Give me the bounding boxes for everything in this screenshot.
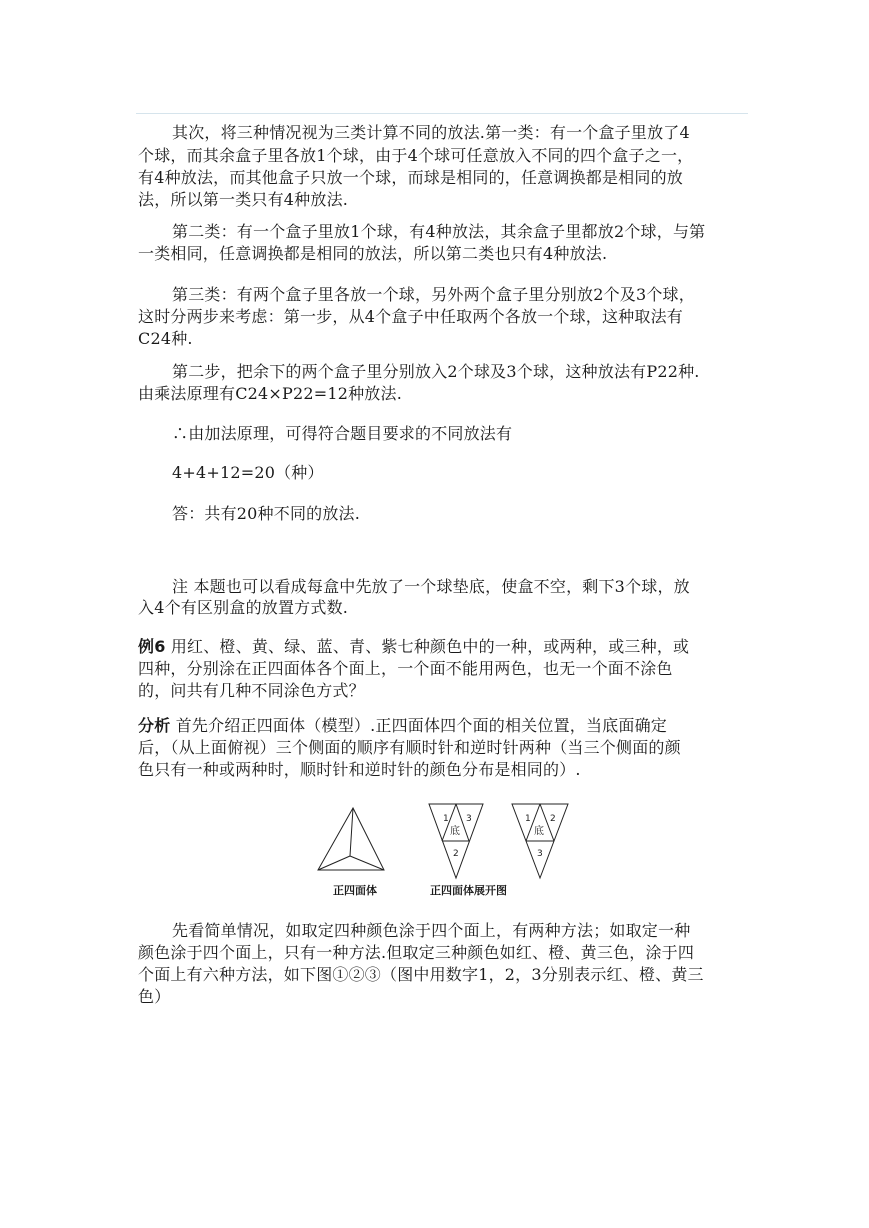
paragraph-1-line-2: 个球，而其余盒子里各放1个球，由于4个球可任意放入不同的四个盒子之一，	[138, 146, 694, 165]
analysis-line-1	[138, 715, 667, 737]
net-2-left-label: 1	[525, 814, 531, 824]
paragraph-3-line-2: 这时分两步来考虑：第一步，从4个盒子中任取两个各放一个球，这种取法有	[138, 307, 683, 326]
conclusion-answer: 答：共有20种不同的放法.	[172, 504, 361, 523]
paragraph-3-line-3: C24种.	[138, 329, 193, 348]
net-2-right-label: 2	[550, 814, 556, 824]
example-6-label: 例6	[138, 637, 166, 656]
figure-caption-tetrahedron: 正四面体	[333, 884, 377, 897]
paragraph-2-line-1: 第二类：有一个盒子里放1个球，有4种放法，其余盒子里都放2个球，与第	[172, 222, 706, 241]
example-6-line-1	[138, 636, 689, 658]
analysis-text: 首先介绍正四面体（模型）.正四面体四个面的相关位置，当底面确定	[170, 716, 667, 735]
paragraph-1-line-3: 有4种放法，而其他盒子只放一个球，而球是相同的，任意调换都是相同的放	[138, 168, 683, 187]
paragraph-1-line-4: 法，所以第一类只有4种放法.	[138, 190, 349, 209]
conclusion-formula: 4+4+12=20（种）	[172, 463, 324, 482]
example-6-line-2: 四种，分别涂在正四面体各个面上，一个面不能用两色，也无一个面不涂色	[138, 659, 673, 678]
paragraph-5-line-2: 颜色涂于四个面上，只有一种方法.但取定三种颜色如红、橙、黄三色，涂于四	[138, 943, 695, 962]
conclusion-line-1: ∴由加法原理，可得符合题目要求的不同放法有	[172, 424, 513, 443]
net-1-left-label: 1	[443, 814, 449, 824]
top-rule	[136, 113, 748, 114]
tetrahedron-drawing	[318, 808, 384, 870]
analysis-line-3: 色只有一种或两种时，顺时针和逆时针的颜色分布是相同的）.	[138, 760, 581, 779]
example-6-line-3: 的，问共有几种不同涂色方式？	[138, 681, 365, 700]
analysis-label: 分析	[138, 716, 171, 735]
net-1-center-label: 底	[450, 826, 460, 837]
figure-caption-net: 正四面体展开图	[430, 884, 507, 897]
note-line-1: 注 本题也可以看成每盒中先放了一个球垫底，使盒不空，剩下3个球，放	[172, 577, 690, 596]
net-1	[429, 804, 483, 878]
net-2	[512, 804, 568, 878]
net-1-bottom-label: 2	[453, 849, 459, 859]
paragraph-1-line-1: 其次，将三种情况视为三类计算不同的放法.第一类：有一个盒子里放了4	[172, 123, 690, 142]
paragraph-4-line-2: 由乘法原理有C24×P22=12种放法.	[138, 384, 402, 403]
net-2-bottom-label: 3	[537, 849, 543, 859]
paragraph-5-line-3: 个面上有六种方法，如下图①②③（图中用数字1，2，3分别表示红、橙、黄三	[138, 965, 704, 984]
paragraph-2-line-2: 一类相同，任意调换都是相同的放法，所以第二类也只有4种放法.	[138, 244, 608, 263]
paragraph-4-line-1: 第二步，把余下的两个盒子里分别放入2个球及3个球，这种放法有P22种.	[172, 362, 700, 381]
net-2-center-label: 底	[534, 826, 544, 837]
paragraph-3-line-1: 第三类：有两个盒子里各放一个球，另外两个盒子里分别放2个及3个球，	[172, 285, 695, 304]
example-6-text: 用红、橙、黄、绿、蓝、青、紫七种颜色中的一种，或两种，或三种，或	[165, 637, 690, 656]
paragraph-5-line-4: 色）	[138, 987, 171, 1006]
analysis-line-2: 后，（从上面俯视）三个侧面的顺序有顺时针和逆时针两种（当三个侧面的颜	[138, 738, 681, 757]
net-1-right-label: 3	[466, 814, 472, 824]
note-line-2: 入4个有区别盒的放置方式数.	[138, 598, 349, 617]
paragraph-5-line-1: 先看简单情况，如取定四种颜色涂于四个面上，有两种方法；如取定一种	[172, 921, 691, 940]
